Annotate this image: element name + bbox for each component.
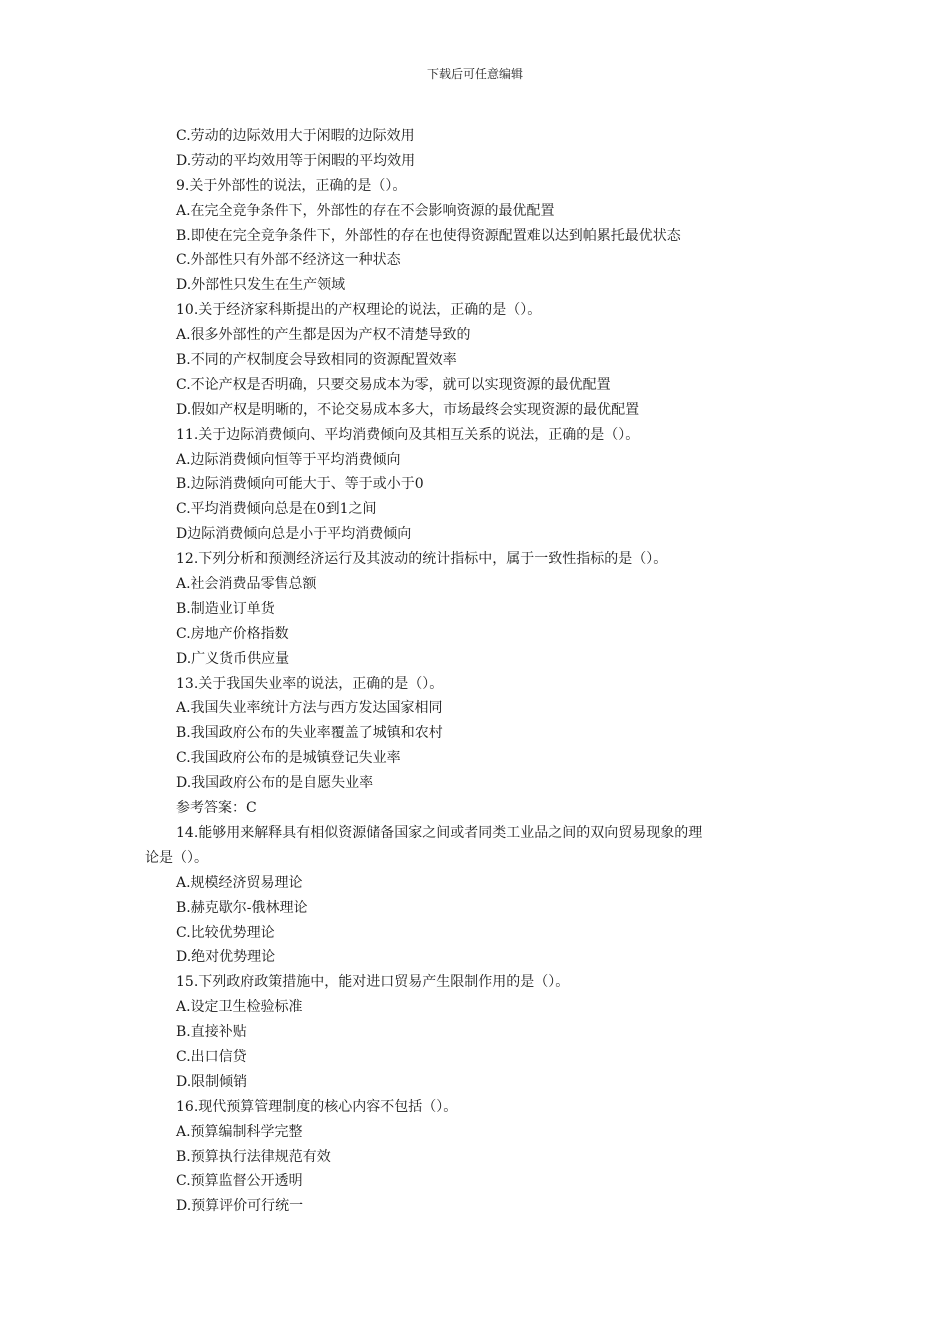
question-line: 11.关于边际消费倾向、平均消费倾向及其相互关系的说法，正确的是（）。 [176, 426, 640, 443]
option-line: A.在完全竞争条件下，外部性的存在不会影响资源的最优配置 [176, 202, 555, 219]
answer-line: 参考答案：C [176, 800, 257, 817]
option-line: A.边际消费倾向恒等于平均消费倾向 [176, 451, 401, 468]
option-line: A.很多外部性的产生都是因为产权不清楚导致的 [176, 327, 471, 344]
option-line: B.预算执行法律规范有效 [176, 1148, 331, 1165]
question-line: 16.现代预算管理制度的核心内容不包括（）。 [176, 1098, 458, 1115]
option-line: D.限制倾销 [176, 1073, 248, 1090]
option-line: D.预算评价可行统一 [176, 1198, 304, 1215]
option-line: C.出口信贷 [176, 1048, 247, 1065]
option-line: B.制造业订单货 [176, 600, 275, 617]
question-line: 14.能够用来解释具有相似资源储备国家之间或者同类工业品之间的双向贸易现象的理 [176, 824, 703, 841]
question-line: 9.关于外部性的说法，正确的是（）。 [176, 177, 407, 194]
question-line: 12.下列分析和预测经济运行及其波动的统计指标中，属于一致性指标的是（）。 [176, 551, 668, 568]
option-line: D.广义货币供应量 [176, 650, 290, 667]
option-line: B.我国政府公布的失业率覆盖了城镇和农村 [176, 725, 443, 742]
option-line: C.预算监督公开透明 [176, 1173, 303, 1190]
page-header: 下载后可任意编辑 [426, 67, 523, 81]
option-line: B.直接补贴 [176, 1024, 247, 1041]
option-line: A.规模经济贸易理论 [176, 874, 303, 891]
document-body [145, 124, 815, 1219]
question-line: 13.关于我国失业率的说法，正确的是（）。 [176, 675, 444, 692]
option-line: B.边际消费倾向可能大于、等于或小于0 [176, 476, 424, 493]
option-line: D.外部性只发生在生产领域 [176, 277, 346, 294]
option-line: A.设定卫生检验标准 [176, 999, 303, 1016]
option-line: C.房地产价格指数 [176, 625, 289, 642]
option-line: D.绝对优势理论 [176, 949, 276, 966]
question-line: 15.下列政府政策措施中，能对进口贸易产生限制作用的是（）。 [176, 974, 570, 991]
option-line: D.我国政府公布的是自愿失业率 [176, 775, 374, 792]
option-line: B.不同的产权制度会导致相同的资源配置效率 [176, 352, 457, 369]
option-line: B.赫克歇尔-俄林理论 [176, 899, 308, 916]
option-line: B.即使在完全竞争条件下，外部性的存在也使得资源配置难以达到帕累托最优状态 [176, 227, 681, 244]
option-line: C.不论产权是否明确，只要交易成本为零，就可以实现资源的最优配置 [176, 376, 611, 393]
option-line: D.假如产权是明晰的，不论交易成本多大，市场最终会实现资源的最优配置 [176, 401, 640, 418]
option-line: A.预算编制科学完整 [176, 1123, 303, 1140]
option-line: A.我国失业率统计方法与西方发达国家相同 [176, 700, 443, 717]
option-line: C.平均消费倾向总是在0到1之间 [176, 501, 377, 518]
question-line-continued: 论是（）。 [145, 849, 208, 866]
option-line: C.劳动的边际效用大于闲暇的边际效用 [176, 128, 415, 144]
option-line: C.我国政府公布的是城镇登记失业率 [176, 750, 401, 767]
option-line: D.劳动的平均效用等于闲暇的平均效用 [176, 152, 416, 169]
question-line: 10.关于经济家科斯提出的产权理论的说法，正确的是（）。 [176, 302, 542, 319]
option-line: D边际消费倾向总是小于平均消费倾向 [176, 526, 412, 543]
option-line: A.社会消费品零售总额 [176, 576, 317, 593]
option-line: C.比较优势理论 [176, 924, 275, 941]
option-line: C.外部性只有外部不经济这一种状态 [176, 252, 401, 269]
